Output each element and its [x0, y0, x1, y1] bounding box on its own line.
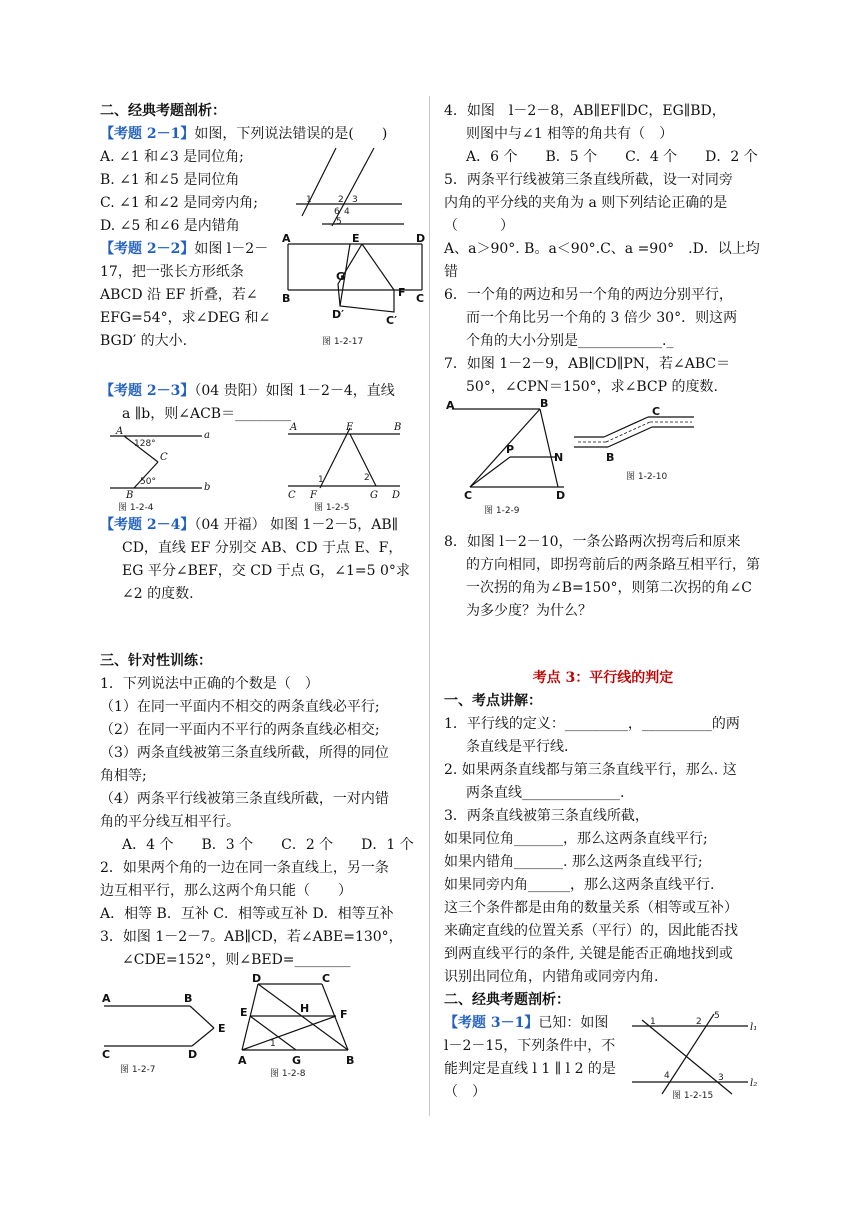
t1-text: 1．下列说法中正确的个数是（ ）: [100, 676, 319, 692]
t7-line0: 7．如图 1－2－9，AB∥CD∥PN，若∠ABC＝: [444, 356, 731, 372]
q21-opt-c: C. ∠1 和∠2 是同旁内角;: [100, 195, 259, 211]
q22-line4: BGD′ 的大小.: [100, 333, 188, 349]
fig9-B: B: [540, 399, 549, 410]
fig-q21-angle6: 6: [334, 207, 340, 217]
fig17-F: F: [398, 286, 406, 299]
q23-figures: [100, 422, 422, 514]
figure-q21: [292, 144, 422, 228]
t2-line1: 边互相平行，那么这两个角只能（ ）: [100, 883, 352, 899]
spacer: [100, 606, 422, 650]
t8-line1: 的方向相同，即拐弯前后的两条路互相平行，第: [466, 557, 760, 573]
kd3-section1: 一、考点讲解：: [444, 693, 542, 709]
figure-1-2-4: [100, 426, 210, 514]
figure-1-2-15: [628, 1010, 762, 1100]
fig5-F: F: [310, 490, 317, 501]
q31-block: [444, 1012, 762, 1104]
fig5-caption: 图 1-2-5: [314, 503, 350, 513]
fig4-a: a: [204, 430, 210, 441]
spacer: [100, 366, 422, 380]
fig15-angle3: 3: [718, 1073, 724, 1083]
fig5-angle1: 1: [318, 475, 324, 485]
fig10-caption: 图 1-2-10: [626, 472, 668, 482]
kd3-title: 考点 3：平行线的判定: [532, 670, 674, 686]
t1-item-4b: 角的平分线互相平行。: [100, 814, 240, 830]
fig15-angle5: 5: [714, 1011, 720, 1021]
q24-line2: EG 平分∠BEF，交 CD 于点 G，∠1=5 0°求: [122, 563, 410, 579]
figure-1-2-7: [100, 984, 230, 1074]
fig4-C: C: [160, 452, 168, 463]
fig8-C: C: [322, 974, 331, 985]
t2-options: A．相等 B．互补 C．相等或互补 D．相等互补: [100, 906, 394, 922]
fig8-A: A: [238, 1054, 247, 1067]
fig9-N: N: [554, 451, 564, 464]
fig9-caption: 图 1-2-9: [484, 506, 520, 515]
t7-figures: [444, 399, 762, 531]
fig8-H: H: [300, 1002, 310, 1015]
t5-line0: 5．两条平行线被第三条直线所截，设一对同旁: [444, 172, 733, 188]
fig17-D: D: [416, 232, 426, 245]
fig7-D: D: [188, 1048, 198, 1061]
fig17-caption: 图 1-2-17: [322, 337, 364, 347]
fig5-A: A: [290, 422, 298, 433]
t4-options: A．6 个 B．5 个 C．4 个 D．2 个: [466, 149, 758, 165]
figure-1-2-8: [236, 974, 366, 1078]
fig9-C: C: [464, 489, 473, 502]
fig17-C: C: [416, 292, 425, 305]
t2-line0: 2．如果两个角的一边在同一条直线上，另一条: [100, 860, 389, 876]
fig17-A: A: [282, 232, 291, 245]
fig-q21-angle5: 5: [336, 217, 342, 227]
t8-line0: 8．如图 l－2－10，一条公路两次拐弯后和原来: [444, 534, 741, 550]
q23-tag: 【考题 2－3】: [100, 383, 195, 399]
q22-tag: 【考题 2－2】: [100, 241, 195, 257]
q23-text: （04 贵阳）如图 1－2－4，直线: [194, 383, 395, 399]
kd3-item-4: 3．两条直线被第三条直线所截，: [444, 808, 649, 824]
kd3-item-6: 如果内错角_______. 那么这两条直线平行;: [444, 854, 703, 870]
fig7-A: A: [102, 992, 111, 1005]
figure-1-2-10: [574, 407, 714, 487]
fig-q21-angle4: 4: [344, 207, 350, 217]
fig8-B: B: [346, 1054, 355, 1067]
fig9-P: P: [506, 443, 515, 456]
fig8-F: F: [340, 1008, 348, 1021]
t3-line0: 3．如图 1－2－7。AB∥CD，若∠ABE=130°，: [100, 929, 403, 945]
fig9-A: A: [446, 399, 455, 412]
fig4-B: B: [126, 490, 134, 501]
kd3-item-10: 到两直线平行的条件, 关键是能否正确地找到或: [444, 946, 733, 962]
t1-item-3a: （3）两条直线被第三条直线所截，所得的同位: [100, 745, 389, 761]
q24-line0: [100, 514, 422, 537]
fig9-D: D: [556, 489, 566, 502]
q31-line0-text: 已知：如图: [538, 1015, 609, 1031]
t8-line3: 为多少度？为什么？: [466, 603, 592, 619]
fig17-Dprime: D′: [332, 308, 345, 321]
t4-line0: 4．如图 l－2－8，AB∥EF∥DC，EG∥BD，: [444, 103, 726, 119]
fig8-E: E: [240, 1006, 248, 1019]
kd3-item-0: 1．平行线的定义：_________，__________的两: [444, 716, 740, 732]
right-column: [444, 100, 762, 1104]
q22-line2: ABCD 沿 EF 折叠，若∠: [100, 287, 258, 303]
t5-options-0: A、a＞90°. B。a＜90°.C、a =90° .D．以上均: [444, 241, 760, 257]
t4-line1: 则图中与∠1 相等的角共有（ ）: [466, 126, 674, 142]
fig4-caption: 图 1-2-4: [118, 503, 154, 513]
kd3-item-5: 如果同位角_______，那么这两条直线平行;: [444, 831, 708, 847]
t1-item-4a: （4）两条平行线被第三条直线所截，一对内错: [100, 791, 389, 807]
fig-q21-angle1: 1: [306, 195, 312, 205]
fig15-angle4: 4: [664, 1071, 670, 1081]
t6-line1: 而一个角比另一个角的 3 倍少 30°．则这两: [466, 310, 738, 326]
figure-1-2-17: [282, 232, 428, 350]
fig5-B: B: [394, 422, 402, 433]
fig7-B: B: [184, 992, 193, 1005]
section2-title: 二、经典考题剖析：: [100, 103, 226, 119]
q23-line0: [100, 380, 422, 403]
t1-options: A．4 个 B．3 个 C．2 个 D．1 个: [122, 837, 414, 853]
q21-opt-d: D. ∠5 和∠6 是内错角: [100, 218, 240, 234]
q22-line1: 17，把一张长方形纸条: [100, 264, 244, 280]
kd3-section2: 二、经典考题剖析：: [444, 992, 570, 1008]
kd3-item-2: 2. 如果两条直线都与第三条直线平行，那么. 这: [444, 762, 737, 778]
t6-line0: 6．一个角的两边和另一个角的两边分别平行，: [444, 287, 733, 303]
kd3-item-9: 来确定直线的位置关系（平行）的，因此能否找: [444, 923, 738, 939]
q21-stem: [100, 123, 422, 146]
figure-1-2-5: [284, 422, 408, 514]
fig-q21-angle2: 2: [338, 195, 344, 205]
fig15-l1: l₁: [750, 1022, 758, 1033]
q22-line0-text: 如图 l－2－: [194, 241, 269, 257]
fig8-angle1: 1: [270, 1039, 276, 1049]
q24-tag: 【考题 2－4】: [100, 517, 195, 533]
fig7-caption: 图 1-2-7: [120, 1065, 156, 1074]
t1-item-2: （2）在同一平面内不平行的两条直线必相交;: [100, 722, 380, 738]
t5-options-1: 错: [444, 264, 458, 280]
q31-line3: （ ）: [444, 1084, 486, 1100]
fig15-angle1: 1: [650, 1017, 656, 1027]
fig5-D: D: [392, 490, 401, 501]
fig5-G: G: [370, 490, 378, 501]
q22-block: [100, 232, 426, 366]
fig10-C: C: [652, 407, 661, 418]
t1-item-3b: 角相等;: [100, 768, 147, 784]
q21-opt-a: A. ∠1 和∠3 是同位角;: [100, 149, 244, 165]
fig15-l2: l₂: [750, 1078, 758, 1089]
q22-line3: EFG=54°，求∠DEG 和∠: [100, 310, 271, 326]
kd3-item-7: 如果同旁内角______，那么这两条直线平行.: [444, 877, 715, 893]
t3-line1: ∠CDE=152°，则∠BED=________: [122, 952, 351, 968]
q24-line3: ∠2 的度数.: [122, 586, 194, 602]
fig17-Cprime: C′: [386, 314, 397, 327]
fig5-C: C: [288, 490, 296, 501]
t3-figures: [100, 974, 422, 1080]
kd3-item-3: 两条直线______________.: [466, 785, 625, 801]
q31-tag: 【考题 3－1】: [444, 1015, 539, 1031]
t1-item-1: （1）在同一平面内不相交的两条直线必平行;: [100, 699, 380, 715]
fig4-b: b: [204, 482, 210, 493]
spacer: [444, 623, 762, 667]
q21-opt-b: B. ∠1 和∠5 是同位角: [100, 172, 240, 188]
fig15-angle2: 2: [696, 1017, 702, 1027]
t8-line2: 一次拐的角为∠B=150°，则第二次拐的角∠C: [466, 580, 752, 596]
fig4-50: 50°: [140, 477, 156, 487]
q24-line0-text: （04 开福） 如图 1－2－5，AB∥: [194, 517, 399, 533]
fig7-C: C: [102, 1048, 111, 1061]
section3-title: 三、针对性训练：: [100, 653, 212, 669]
fig15-caption: 图 1-2-15: [672, 1091, 714, 1100]
q31-line2: 能判定是直线 l 1 ∥ l 2 的是: [444, 1061, 616, 1077]
kd3-item-8: 这三个条件都是由角的数量关系（相等或互补）: [444, 900, 738, 916]
t5-line2: （ ）: [444, 218, 514, 234]
kd3-item-1: 条直线是平行线.: [466, 739, 569, 755]
t6-line2: 个角的大小分别是____________._: [466, 333, 674, 349]
fig17-G: G: [336, 270, 346, 283]
fig8-D: D: [252, 974, 262, 985]
left-column: [100, 100, 426, 1080]
fig7-E: E: [218, 1022, 226, 1035]
figure-1-2-9: [444, 399, 574, 515]
fig4-A: A: [116, 426, 124, 437]
t7-line1: 50°，∠CPN＝150°，求∠BCP 的度数.: [466, 379, 718, 395]
fig5-angle2: 2: [364, 473, 370, 483]
fig17-E: E: [352, 232, 360, 245]
q21-tag: 【考题 2－1】: [100, 126, 195, 142]
fig5-E: E: [346, 422, 354, 433]
q21-text: 如图，下列说法错误的是( ): [194, 126, 388, 142]
q24-line1: CD，直线 EF 分别交 AB、CD 于点 E、F，: [122, 540, 403, 556]
fig4-128: 128°: [134, 439, 156, 449]
column-divider: [429, 96, 430, 1116]
q31-line1: l－2－15，下列条件中，不: [444, 1038, 616, 1054]
fig17-B: B: [282, 292, 291, 305]
q21-options-block: [100, 146, 422, 238]
fig8-caption: 图 1-2-8: [270, 1069, 306, 1078]
fig10-B: B: [606, 451, 615, 464]
fig8-G: G: [292, 1054, 302, 1067]
fig-q21-angle3: 3: [352, 195, 358, 205]
q23-line1: a ∥b，则∠ACB＝________: [122, 406, 292, 422]
kd3-item-11: 识别出同位角，内错角或同旁内角.: [444, 969, 659, 985]
t5-line1: 内角的平分线的夹角为 a 则下列结论正确的是: [444, 195, 728, 211]
